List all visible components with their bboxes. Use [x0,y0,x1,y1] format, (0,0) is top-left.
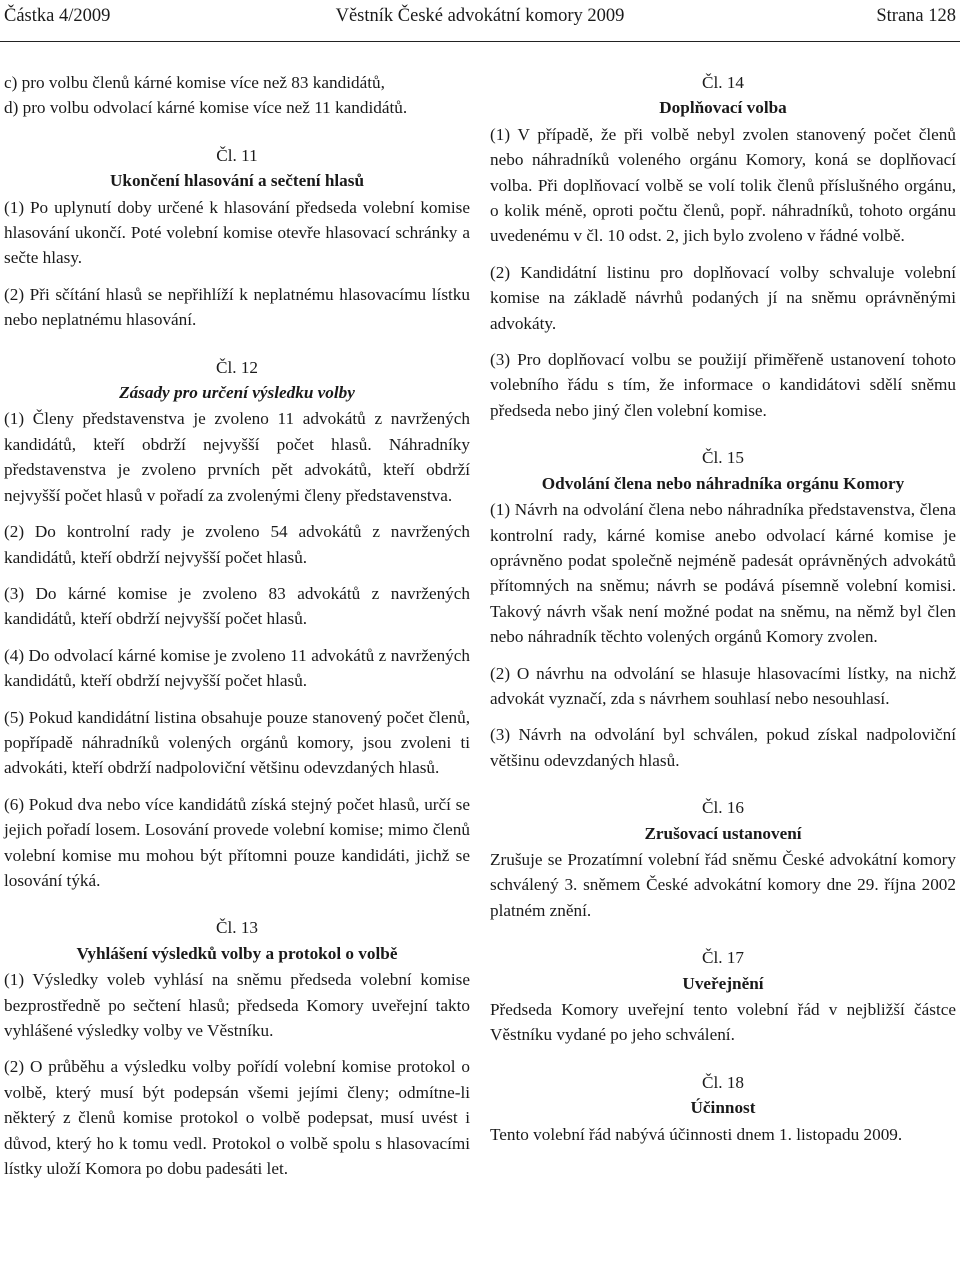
article-14-title: Doplňovací volba [659,98,787,118]
article-12-number: Čl. 12 [215,357,259,377]
article-14-paragraph-2: (2) Kandidátní listinu pro doplňovací volby schvaluje volební komise na základě návrhů podaných jí na sněmu oprávněnými advokáty. [490,262,956,333]
article-12-title: Zásady pro určení výsledku volby [119,383,355,403]
article-13-paragraph-2: (2) O průběhu a výsledku volby pořídí volební komise protokol o volbě, který musí být podepsán všemi jejími členy; odmítne-li některý z členů komise protokol o volbě podepsat, musí uvést i důvod, který ho k tomu vedl. Protokol o volbě spolu s hlasovacími lístky uloží Komora po dobu padesáti let. [4,1057,470,1179]
article-18-number: Čl. 18 [701,1072,745,1092]
list-item-c: c) pro volbu členů kárné komise více než 83 kandidátů, [4,73,385,92]
article-16-title: Zrušovací ustanovení [644,823,802,843]
article-18-paragraph-1: Tento volební řád nabývá účinnosti dnem 1. listopadu 2009. [490,1124,903,1144]
article-12-paragraph-2: (2) Do kontrolní rady je zvoleno 54 advokátů z navržených kandidátů, kteří obdrží nejvyšší počet hlasů. [4,522,470,567]
article-12-paragraph-1: (1) Členy představenstva je zvoleno 11 advokátů z navržených kandidátů, kteří obdrží nejvyšší počet hlasů. Náhradníky představenstva je zvoleno prvních pět advokátů, kteří obdrží nejvyšší počet hlasů v pořadí za zvolenými členy představenstva. [4,409,470,505]
article-13-number: Čl. 13 [215,918,259,938]
article-15-title: Odvolání člena nebo náhradníka orgánu Komory [541,473,905,493]
article-12-paragraph-3: (3) Do kárné komise je zvoleno 83 advokátů z navržených kandidátů, kteří obdrží nejvyšší počet hlasů. [4,583,470,629]
article-12-paragraph-4: (4) Do odvolací kárné komise je zvoleno 11 advokátů z navržených kandidátů, kteří obdrží nejvyšší počet hlasů. [4,645,470,691]
article-17-title: Uveřejnění [682,973,764,993]
article-14-paragraph-1: (1) V případě, že při volbě nebyl zvolen stanovený počet členů nebo náhradníků voleného orgánu Komory, koná se doplňovací volba. Při doplňovací volbě se volí tolik členů příslušného orgánu, o kolik méně, oproti počtu členů, popř. náhradníků, tohoto orgánu uvedenému v čl. 10 odst. 2, jich bylo zvoleno v řádné volbě. [490,124,956,246]
right-column [490,70,956,1158]
page-number: Strana 128 [876,6,956,26]
article-14-paragraph-3: (3) Pro doplňovací volbu se použijí přiměřeně ustanovení tohoto volebního řádu s tím, že informace o kandidátovi sdělí sněmu předseda nebo jiný člen volební komise. [490,350,956,420]
article-13-title: Vyhlášení výsledků volby a protokol o volbě [76,943,398,963]
article-18-title: Účinnost [690,1098,756,1118]
article-11-number: Čl. 11 [216,145,258,165]
article-15-paragraph-2: (2) O návrhu na odvolání se hlasuje hlasovacími lístky, na nichž advokát vyznačí, zda s návrhem souhlasí nebo nesouhlasí. [490,663,956,708]
list-item-d: d) pro volbu odvolací kárné komise více než 11 kandidátů. [4,98,408,118]
article-11-paragraph-2: (2) Při sčítání hlasů se nepřihlíží k neplatnému hlasovacímu lístku nebo neplatnému hlasování. [4,284,470,330]
article-15-paragraph-1: (1) Návrh na odvolání člena nebo náhradníka představenstva, člena kontrolní rady, kárné komise anebo odvolací kárné komise je oprávněno podat společně nejméně padesát oprávněných advokátů přítomných na sněmu; návrh se podává písemně volební komisi. Takový návrh však není možné podat na sněmu, na němž byl člen nebo náhradník těchto volených orgánů Komory zvolen. [490,500,956,647]
article-15-paragraph-3: (3) Návrh na odvolání byl schválen, pokud získal nadpoloviční většinu odevzdaných hlasů. [490,725,956,770]
article-11-paragraph-1: (1) Po uplynutí doby určené k hlasování předseda volební komise hlasování ukončí. Poté volební komise otevře hlasovací schránky a sečte hlasy. [4,197,470,268]
article-12-paragraph-5: (5) Pokud kandidátní listina obsahuje pouze stanovený počet členů, popřípadě náhradníků volených orgánů komory, jsou zvoleni ti advokáti, kteří obdrží nadpoloviční většinu odevzdaných hlasů. [4,707,470,778]
article-12-paragraph-6: (6) Pokud dva nebo více kandidátů získá stejný počet hlasů, určí se jejich pořadí losem. Losování provede volební komise; mimo členů volební komise mu mohou být přítomni pouze kandidáti, jichž se losování týká. [4,794,470,890]
article-13-paragraph-1: (1) Výsledky voleb vyhlásí na sněmu předseda volební komise bezprostředně po sečtení hlasů; předseda Komory uveřejní takto vyhlášené výsledky volby ve Věstníku. [4,970,470,1040]
article-16-paragraph-1: Zrušuje se Prozatímní volební řád sněmu České advokátní komory schválený 3. sněmem České advokátní komory dne 29. října 2002 platném znění. [490,849,956,920]
journal-title: Věstník České advokátní komory 2009 [335,6,625,26]
header-rule [0,41,960,42]
article-11-title: Ukončení hlasování a sečtení hlasů [109,171,365,191]
article-14-number: Čl. 14 [701,73,745,92]
issue-number: Částka 4/2009 [4,6,111,26]
article-17-number: Čl. 17 [701,948,745,968]
article-16-number: Čl. 16 [701,798,745,818]
page-header [4,4,956,34]
article-17-paragraph-1: Předseda Komory uveřejní tento volební řád v nejbližší částce Věstníku vydané po jeho schválení. [490,1000,956,1045]
left-column [4,70,470,1192]
article-15-number: Čl. 15 [701,448,745,468]
